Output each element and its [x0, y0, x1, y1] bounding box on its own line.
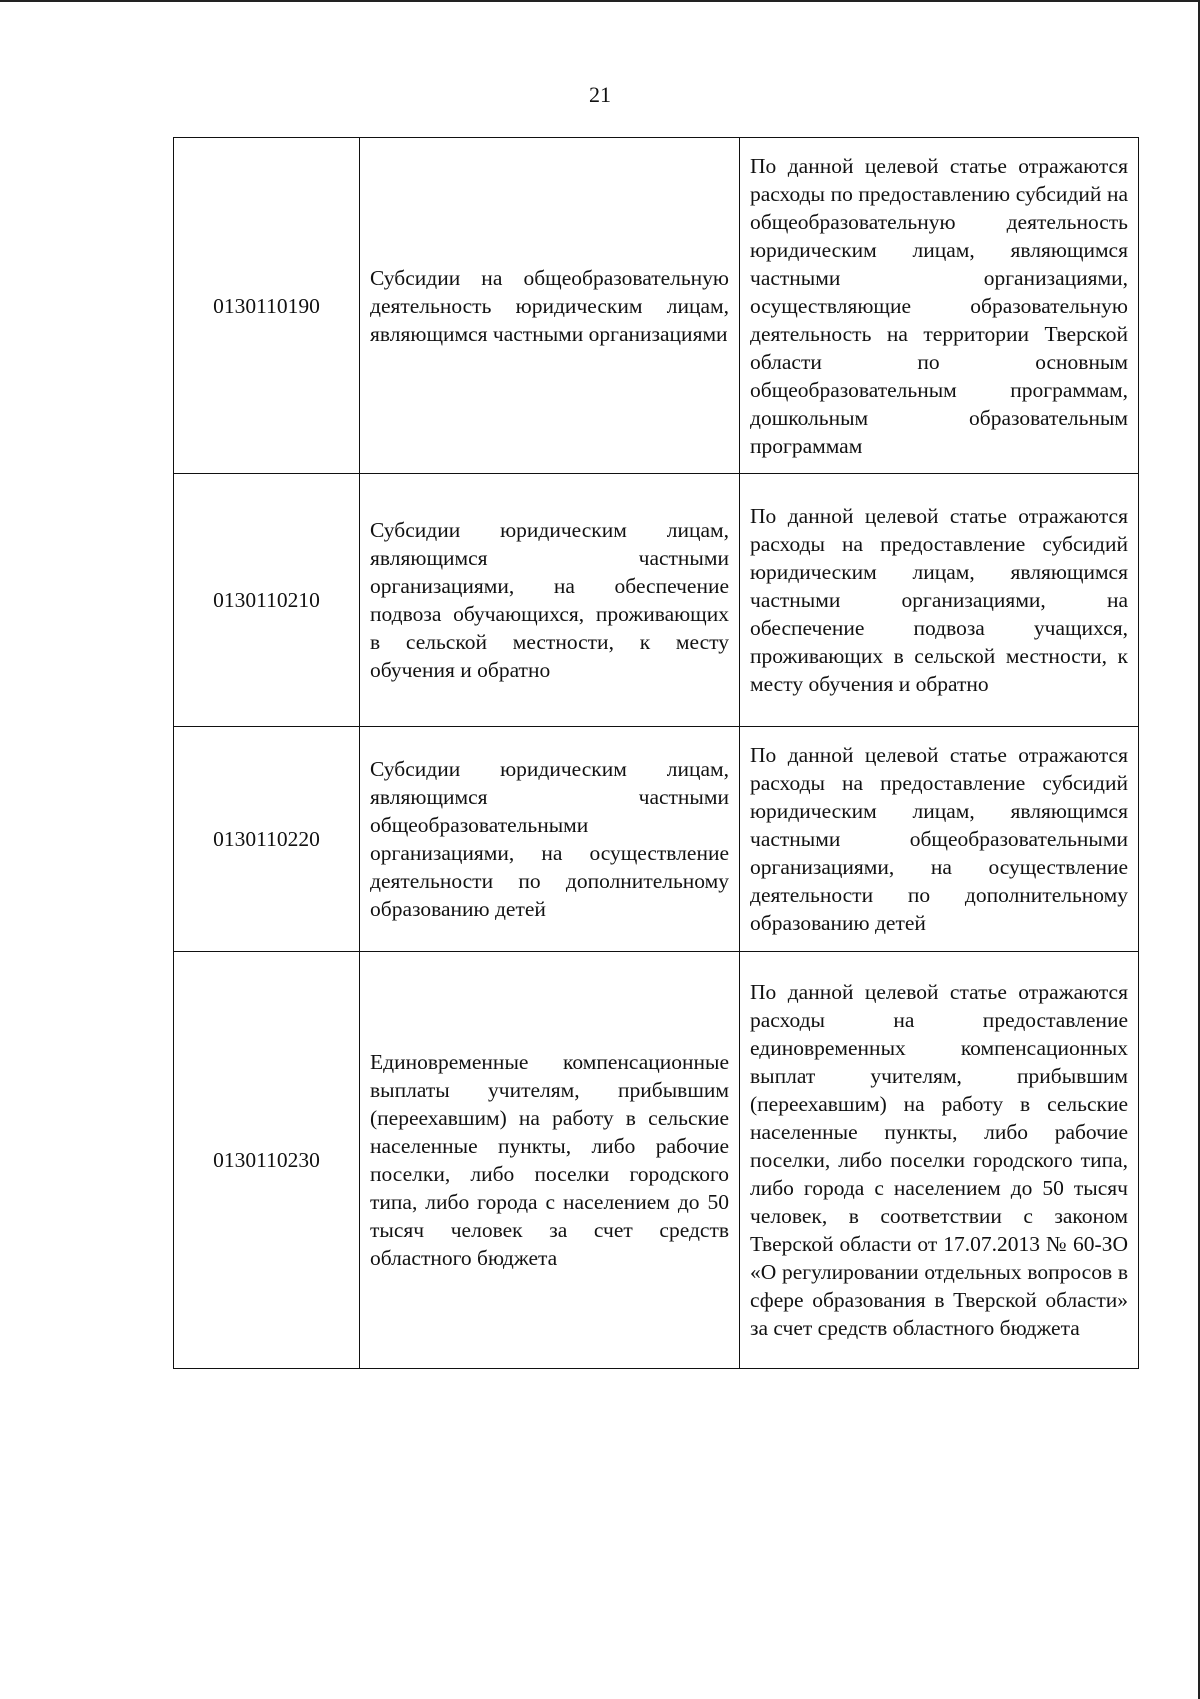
- target-article-name: Единовременные компенсационные выплаты учителям, прибывшим (переехавшим) на работу в сельские населенные пункты, либо рабочие поселки, либо поселки городского типа, либо города с населением до 50 тысяч человек за счет средств областного бюджета: [360, 952, 740, 1369]
- page-border-top: [0, 0, 1200, 2]
- target-article-code: 0130110230: [174, 952, 360, 1369]
- target-article-description: По данной целевой статье отражаются расходы по предоставлению субсидий на общеобразовательную деятельность юридическим лицам, являющимся частными организациями, осуществляющие образовательную деятельность на территории Тверской области по основным общеобразовательным программам, дошкольным образовательным программам: [740, 138, 1139, 474]
- target-article-code: 0130110220: [174, 727, 360, 952]
- target-article-description: По данной целевой статье отражаются расходы на предоставление единовременных компенсационных выплат учителям, прибывшим (переехавшим) на работу в сельские населенные пункты, либо рабочие поселки, либо поселки городского типа, либо города с населением до 50 тысяч человек, в соответствии с законом Тверской области от 17.07.2013 № 60-ЗО «О регулировании отдельных вопросов в сфере образования в Тверской области» за счет средств областного бюджета: [740, 952, 1139, 1369]
- target-article-name: Субсидии юридическим лицам, являющимся частными организациями, на обеспечение подвоза обучающихся, проживающих в сельской местности, к месту обучения и обратно: [360, 474, 740, 727]
- table-row: [174, 138, 1139, 474]
- target-article-name: Субсидии юридическим лицам, являющимся частными общеобразовательными организациями, на осуществление деятельности по дополнительному образованию детей: [360, 727, 740, 952]
- target-article-code: 0130110210: [174, 474, 360, 727]
- target-article-description: По данной целевой статье отражаются расходы на предоставление субсидий юридическим лицам, являющимся частными организациями, на обеспечение подвоза учащихся, проживающих в сельской местности, к месту обучения и обратно: [740, 474, 1139, 727]
- target-article-name: Субсидии на общеобразовательную деятельность юридическим лицам, являющимся частными организациями: [360, 138, 740, 474]
- table-row: [174, 952, 1139, 1369]
- target-article-code: 0130110190: [174, 138, 360, 474]
- table-row: [174, 727, 1139, 952]
- target-article-description: По данной целевой статье отражаются расходы на предоставление субсидий юридическим лицам, являющимся частными общеобразовательными организациями, на осуществление деятельности по дополнительному образованию детей: [740, 727, 1139, 952]
- table-row: [174, 474, 1139, 727]
- page-number: 21: [589, 82, 611, 107]
- budget-classification-table: [173, 137, 1139, 1369]
